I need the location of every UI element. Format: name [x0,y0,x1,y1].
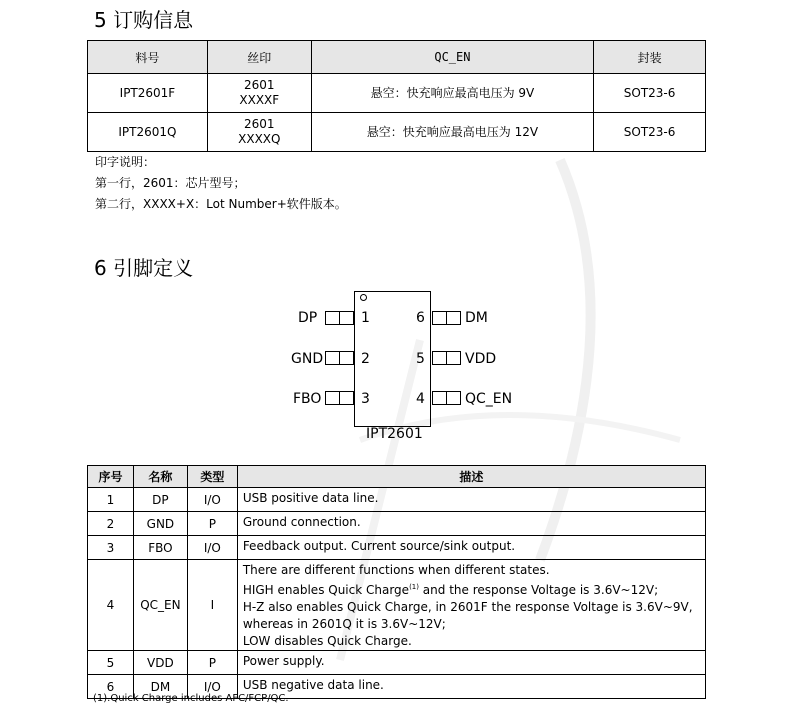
column-header: 丝印 [207,41,311,74]
column-header: 名称 [133,466,187,488]
pin-pad [432,311,461,325]
pin-type: I/O [187,536,237,560]
pin-pad [325,311,354,325]
pin-label-right: VDD [465,351,497,367]
package: SOT23-6 [594,113,706,152]
pin-description [237,560,705,651]
column-header: 类型 [187,466,237,488]
table-row [88,113,706,152]
pin-number: 3 [361,391,370,407]
pin-description: Feedback output. Current source/sink output. [237,536,705,560]
pin-type: P [187,651,237,675]
pin-description: USB positive data line. [237,488,705,512]
pin-number: 4 [416,391,425,407]
pin-pad [325,391,354,405]
pin-number: 1 [361,310,370,326]
pin-no: 2 [88,512,134,536]
column-header: 描述 [237,466,705,488]
table-row [88,488,706,512]
pin-no: 5 [88,651,134,675]
marking [207,74,311,113]
pin-no: 4 [88,560,134,651]
pin-label-left: DP [298,310,318,326]
pin-label-right: DM [465,310,488,326]
pin-no: 6 [88,675,134,699]
pin-definition-table [87,465,706,699]
pin-type: I/O [187,675,237,699]
section-title-ordering: 5 订购信息 [94,8,194,32]
table-row [88,512,706,536]
part-number: IPT2601Q [88,113,208,152]
footnote: (1).Quick Charge includes AFC/FCP/QC. [93,693,289,704]
desc-line: LOW disables Quick Charge. [242,634,412,648]
pin1-marker-icon [360,294,367,301]
column-header: 封装 [594,41,706,74]
pin-number: 5 [416,351,425,367]
desc-line: H-Z also enables Quick Charge, in 2601F the response Voltage is 3.6V~9V, [242,600,693,614]
marking-line2: XXXXQ [238,132,281,146]
section-title-pinout: 6 引脚定义 [94,256,194,280]
part-number: IPT2601F [88,74,208,113]
qc-en-description: 悬空：快充响应最高电压为 12V [311,113,593,152]
column-header: 料号 [88,41,208,74]
pin-name: QC_EN [133,560,187,651]
pin-description: Ground connection. [237,512,705,536]
pin-pad [325,351,354,365]
pin-label-left: GND [291,351,324,367]
desc-line: There are different functions when different states. [242,563,550,577]
pin-type: I/O [187,488,237,512]
marking-line2: XXXXF [239,93,280,107]
footnote-ref: (1) [409,583,419,591]
pin-name: DP [133,488,187,512]
pin-type: I [187,560,237,651]
pin-name: GND [133,512,187,536]
table-header-row [88,466,706,488]
chip-name: IPT2601 [366,426,423,442]
marking-notes [95,152,347,215]
pin-pad [432,351,461,365]
table-row [88,74,706,113]
pin-name: VDD [133,651,187,675]
ordering-info-table [87,40,706,152]
table-row [88,651,706,675]
pin-no: 3 [88,536,134,560]
pin-number: 6 [416,310,425,326]
notes-line: 第二行，XXXX+X：Lot Number+软件版本。 [95,197,347,211]
package: SOT23-6 [594,74,706,113]
pin-pad [432,391,461,405]
column-header: QC_EN [311,41,593,74]
qc-en-description: 悬空：快充响应最高电压为 9V [311,74,593,113]
table-row [88,560,706,651]
pin-name: FBO [133,536,187,560]
pin-no: 1 [88,488,134,512]
notes-line: 第一行，2601：芯片型号； [95,176,246,190]
pin-label-right: QC_EN [465,391,513,407]
pin-type: P [187,512,237,536]
marking [207,113,311,152]
marking-line1: 2601 [244,117,275,131]
table-row [88,536,706,560]
pin-label-left: FBO [293,391,322,407]
desc-line: whereas in 2601Q it is 3.6V~12V; [242,617,446,631]
pin-description: Power supply. [237,651,705,675]
pin-number: 2 [361,351,370,367]
table-header-row [88,41,706,74]
marking-line1: 2601 [244,78,275,92]
pin-description: USB negative data line. [237,675,705,699]
pin-name: DM [133,675,187,699]
column-header: 序号 [88,466,134,488]
desc-line: HIGH enables Quick Charge$^{(1)}$ and the response Voltage is 3.6V~12V; [242,583,659,597]
notes-heading: 印字说明： [95,155,156,169]
